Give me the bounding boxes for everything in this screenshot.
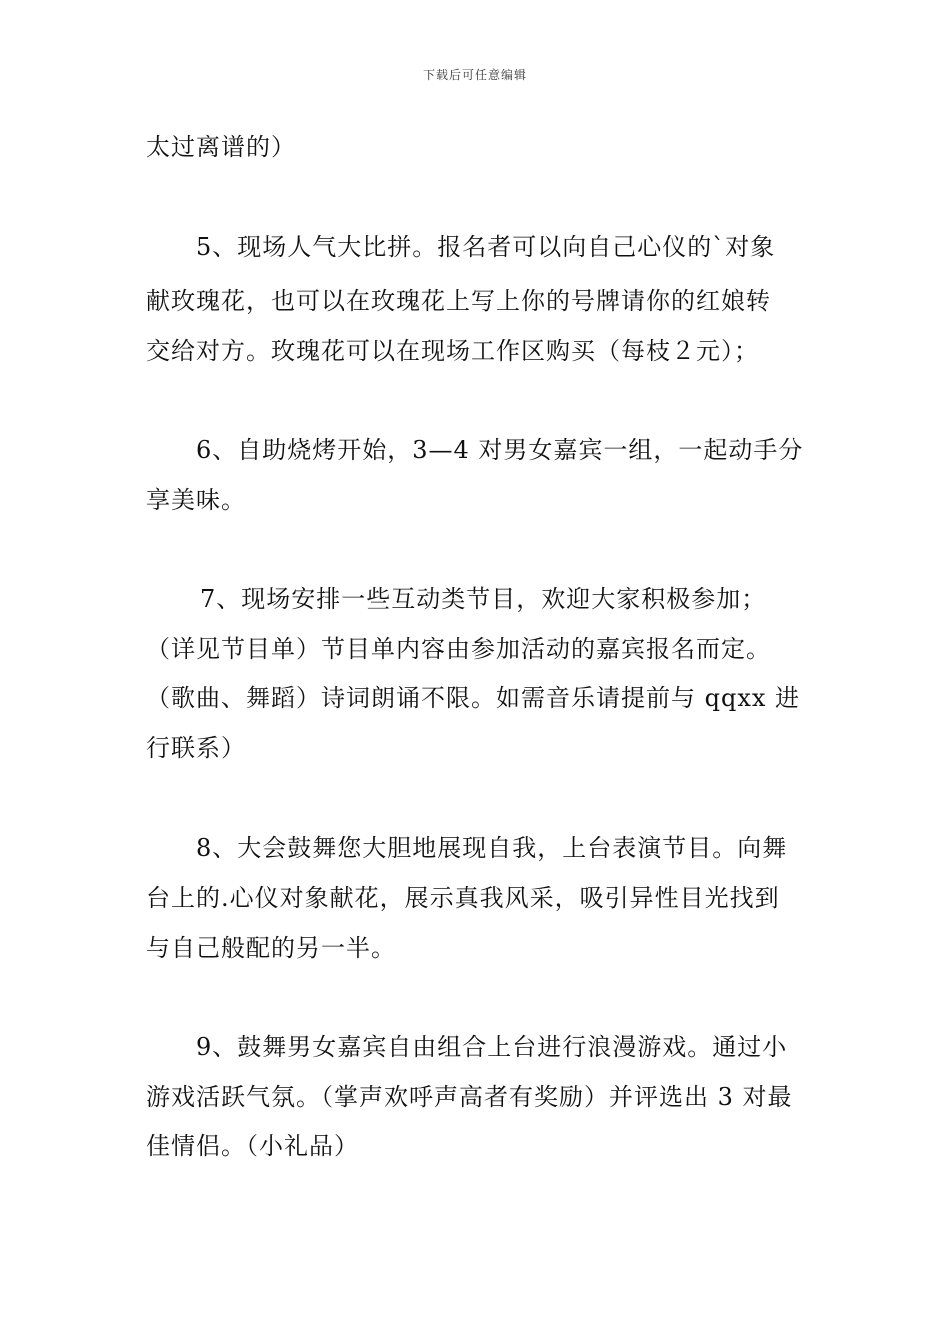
paragraph-6-line-1: 6、自助烧烤开始，3—4 对男女嘉宾一组，一起动手分 xyxy=(196,436,804,464)
paragraph-5-line-1: 5、现场人气大比拼。报名者可以向自己心仪的`对象 xyxy=(196,233,776,261)
paragraph-7-line-1: 7、现场安排一些互动类节目，欢迎大家积极参加； xyxy=(200,585,767,613)
paragraph-4-line-end: 太过离谱的） xyxy=(146,133,296,161)
paragraph-7-line-3: （歌曲、舞蹈）诗词朗诵不限。如需音乐请提前与 qqxx 进 xyxy=(146,684,801,712)
paragraph-9-line-2: 游戏活跃气氛。（掌声欢呼声高者有奖励）并评选出 3 对最 xyxy=(146,1083,793,1111)
paragraph-7-line-2: （详见节目单）节目单内容由参加活动的嘉宾报名而定。 xyxy=(146,635,771,663)
page-header: 下载后可任意编辑 xyxy=(422,68,527,82)
paragraph-5-line-2: 献玫瑰花，也可以在玫瑰花上写上你的号牌请你的红娘转 xyxy=(146,287,771,315)
paragraph-9-line-1: 9、鼓舞男女嘉宾自由组合上台进行浪漫游戏。通过小 xyxy=(196,1033,788,1061)
paragraph-8-line-1: 8、大会鼓舞您大胆地展现自我，上台表演节目。向舞 xyxy=(196,834,788,862)
paragraph-5-line-3: 交给对方。玫瑰花可以在现场工作区购买（每枝２元）； xyxy=(146,337,759,365)
paragraph-7-line-4: 行联系） xyxy=(146,734,246,762)
paragraph-9-line-3: 佳情侣。（小礼品） xyxy=(146,1132,359,1160)
paragraph-6-line-2: 享美味。 xyxy=(146,486,246,514)
paragraph-8-line-2: 台上的.心仪对象献花，展示真我风采，吸引异性目光找到 xyxy=(146,884,780,912)
paragraph-8-line-3: 与自己般配的另一半。 xyxy=(146,934,396,962)
